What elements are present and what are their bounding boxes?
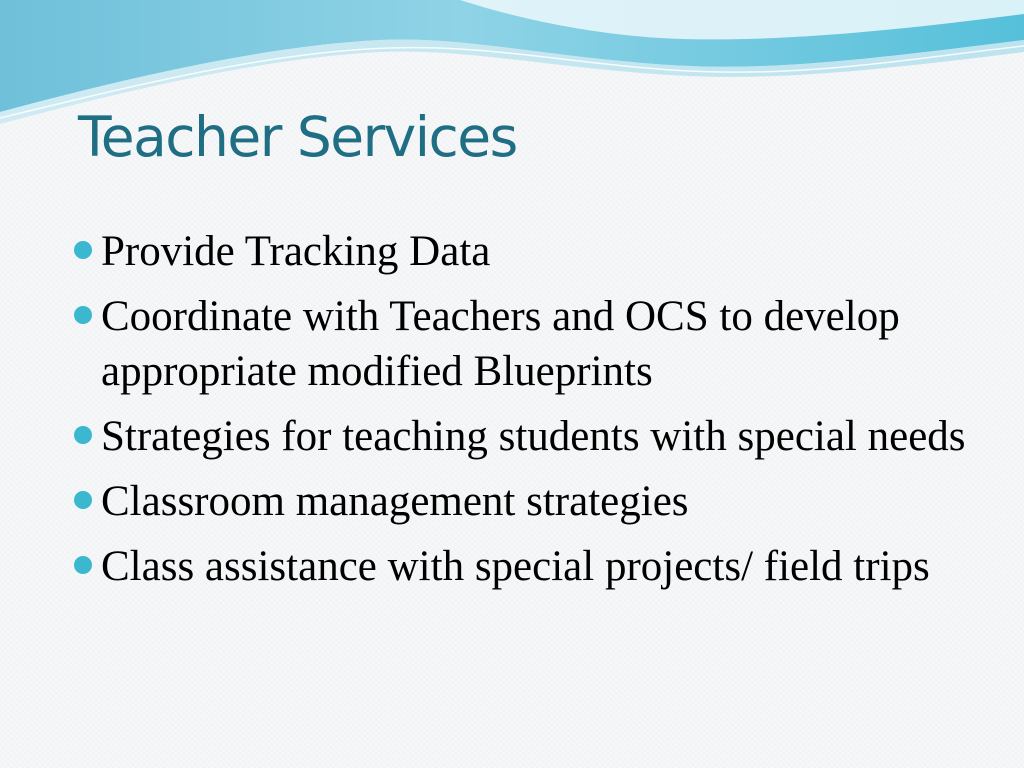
bullet-item [72, 474, 972, 529]
bullet-item [72, 539, 972, 594]
bullet-text: Class assistance with special projects/ field trips [101, 543, 930, 590]
slide-title: Teacher Services [78, 105, 517, 169]
bullet-item [72, 409, 972, 464]
bullet-dot-icon [74, 491, 92, 509]
bullet-item [72, 224, 972, 279]
bullet-dot-icon [74, 241, 92, 259]
bullet-list [72, 224, 972, 604]
bullet-text: Classroom management strategies [101, 478, 689, 525]
bullet-text: Coordinate with Teachers and OCS to develop appropriate modified Blueprints [101, 293, 900, 395]
bullet-dot-icon [74, 306, 92, 324]
bullet-dot-icon [74, 426, 92, 444]
bullet-dot-icon [74, 556, 92, 574]
bullet-item [72, 289, 972, 399]
bullet-text: Strategies for teaching students with special needs [101, 413, 966, 460]
bullet-text: Provide Tracking Data [101, 228, 491, 275]
